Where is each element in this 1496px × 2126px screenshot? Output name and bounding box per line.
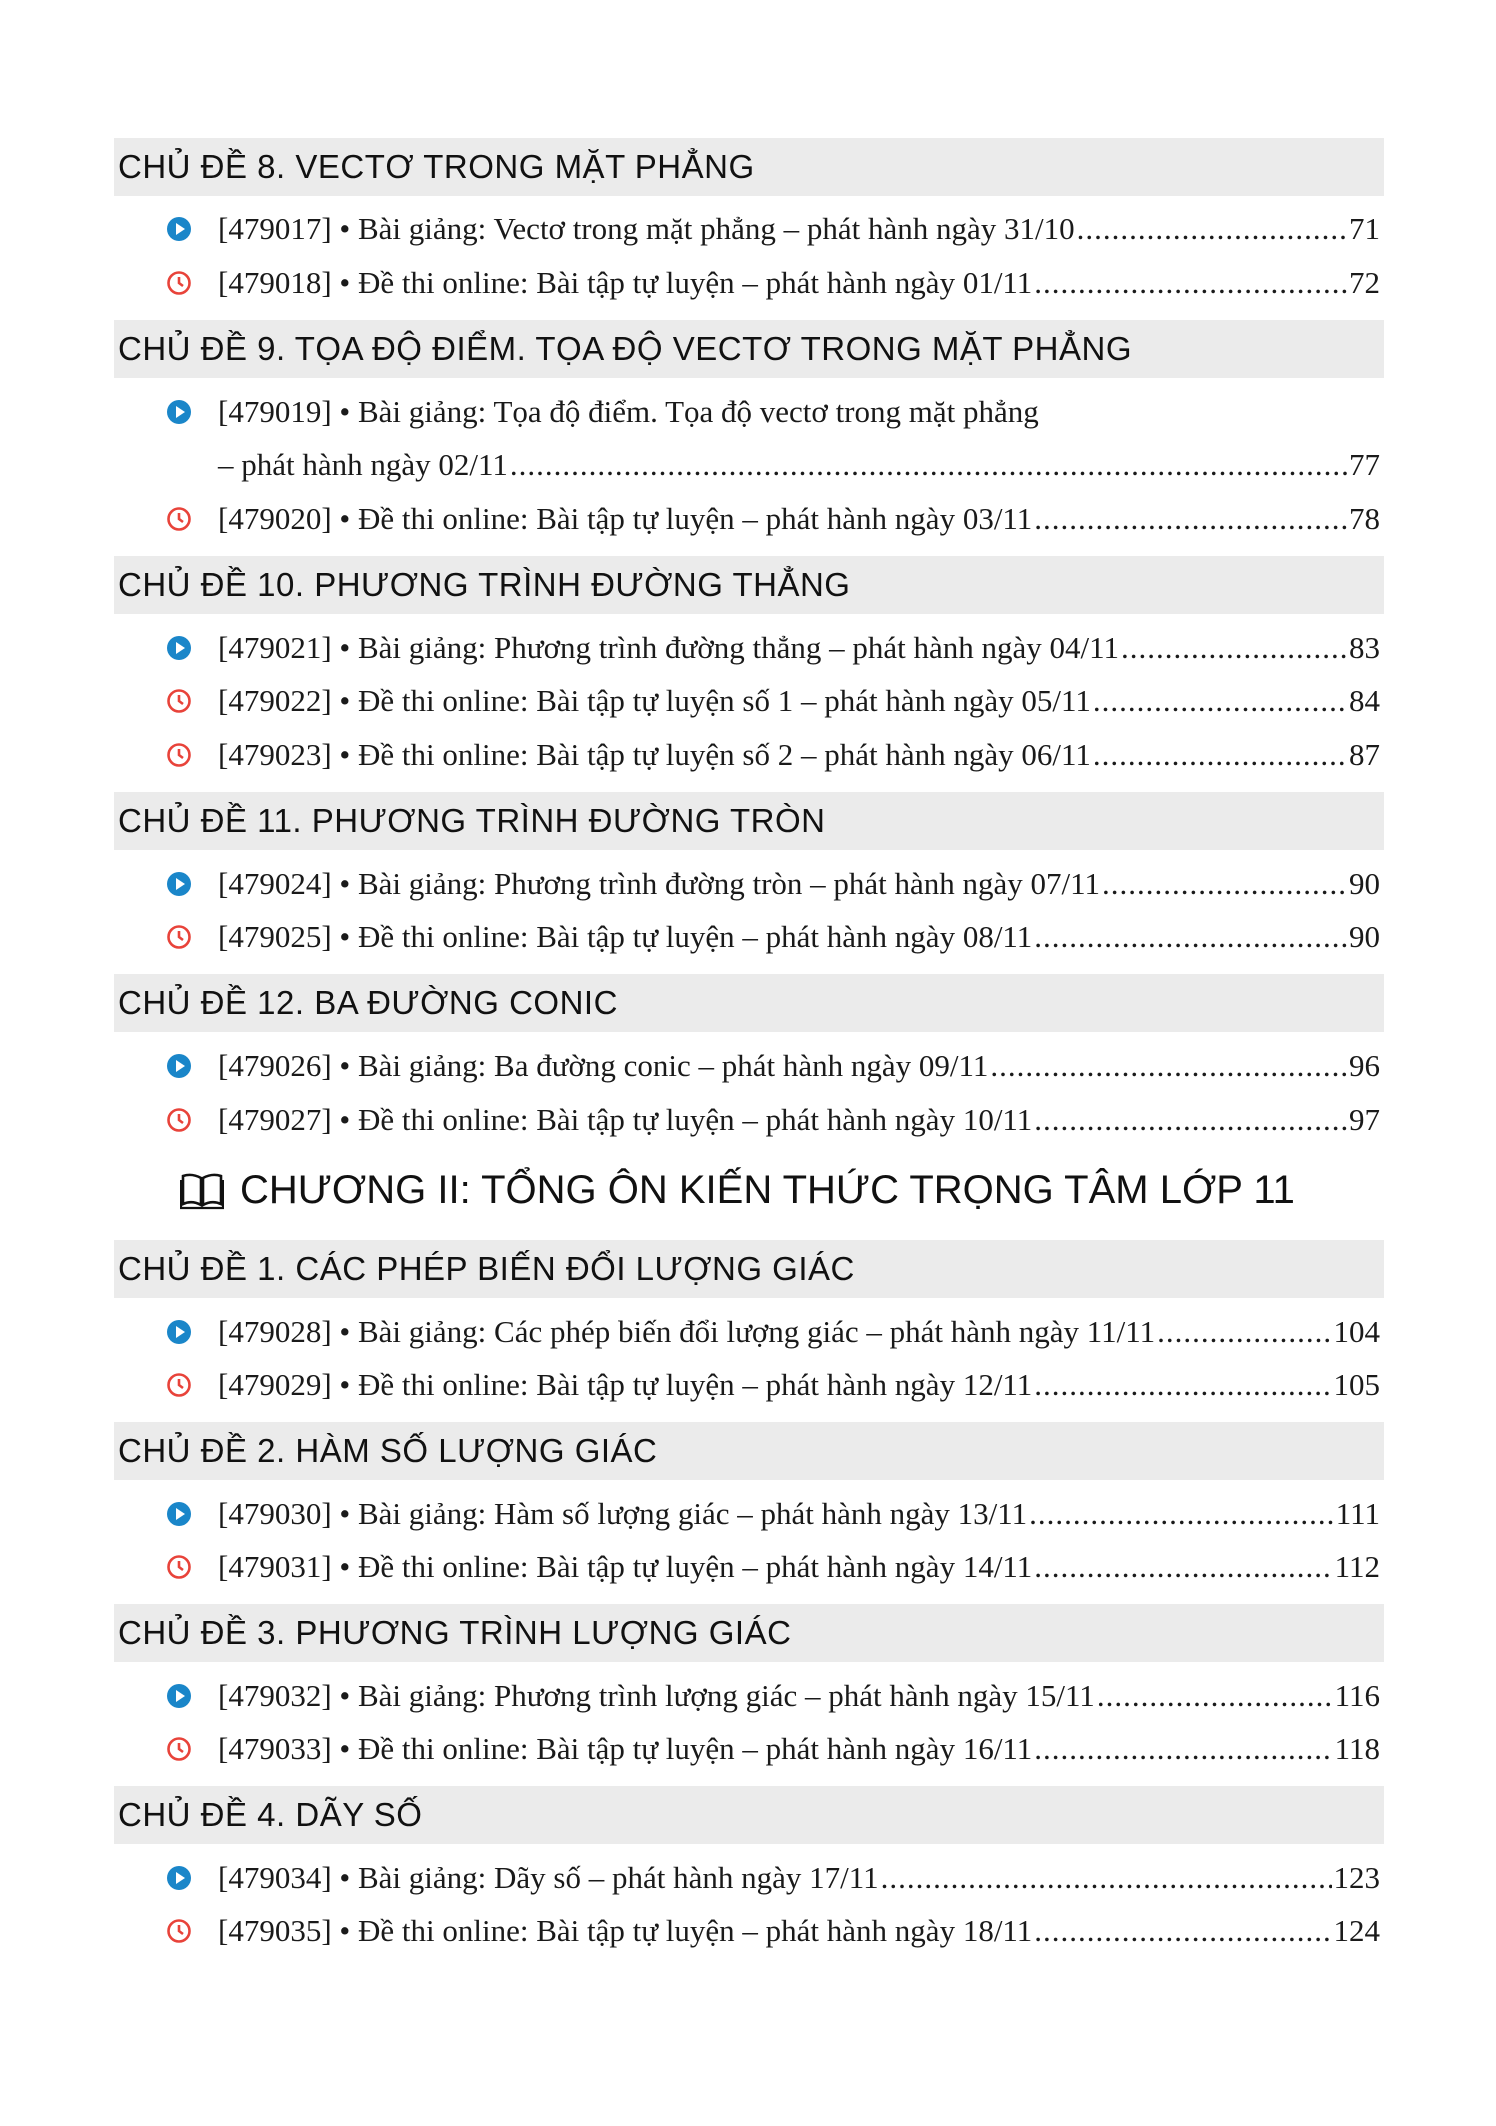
toc-entry[interactable] [162,1097,1380,1143]
topic-heading: CHỦ ĐỀ 10. PHƯƠNG TRÌNH ĐƯỜNG THẲNG [114,556,1384,614]
entry-text: [479025] • Đề thi online: Bài tập tự luyện – phát hành ngày 08/11 [218,919,1033,954]
clock-icon [166,506,192,532]
play-icon [166,1053,192,1079]
entry-text: [479020] • Đề thi online: Bài tập tự luyện – phát hành ngày 03/11 [218,501,1033,536]
clock-icon [166,1918,192,1944]
play-icon [166,1319,192,1345]
leader-dots [1034,496,1347,542]
leader-dots [1034,1097,1347,1143]
page-number: 71 [1349,211,1380,246]
clock-icon [166,1372,192,1398]
entry-text: [479034] • Bài giảng: Dãy số – phát hành ngày 17/11 [218,1860,879,1895]
toc-entry[interactable] [162,1043,1380,1089]
leader-dots [1034,1362,1331,1408]
book-icon [180,1170,224,1210]
entry-text: [479022] • Đề thi online: Bài tập tự luyện số 1 – phát hành ngày 05/11 [218,683,1091,718]
page-number: 90 [1349,919,1380,954]
page-number: 90 [1349,866,1380,901]
chapter-title: CHƯƠNG II: TỔNG ÔN KIẾN THỨC TRỌNG TÂM LỚP 11 [240,1168,1295,1212]
leader-dots [1093,732,1347,778]
page-number: 105 [1333,1367,1380,1402]
page-number: 124 [1333,1913,1380,1948]
entry-text: [479033] • Đề thi online: Bài tập tự luyện – phát hành ngày 16/11 [218,1731,1033,1766]
play-icon [166,216,192,242]
toc-entry[interactable] [162,861,1380,907]
entry-text: [479028] • Bài giảng: Các phép biến đổi lượng giác – phát hành ngày 11/11 [218,1314,1156,1349]
toc-entry[interactable] [162,1362,1380,1408]
topic-heading: CHỦ ĐỀ 8. VECTƠ TRONG MẶT PHẲNG [114,138,1384,196]
leader-dots [1157,1309,1331,1355]
clock-icon [166,1736,192,1762]
leader-dots [881,1855,1332,1901]
play-icon [166,1865,192,1891]
toc-entry[interactable] [162,1855,1380,1901]
toc-entry[interactable] [162,625,1380,671]
page-number: 104 [1333,1314,1380,1349]
page-number: 116 [1334,1678,1380,1713]
page-number: 112 [1334,1549,1380,1584]
entry-text: [479019] • Bài giảng: Tọa độ điểm. Tọa độ vectơ trong mặt phẳng [218,394,1039,429]
page-number: 96 [1349,1048,1380,1083]
toc-entry[interactable] [162,732,1380,778]
page-number: 123 [1333,1860,1380,1895]
clock-icon [166,742,192,768]
leader-dots [1034,1544,1332,1590]
page-number: 84 [1349,683,1380,718]
page-number: 87 [1349,737,1380,772]
page-number: 118 [1334,1731,1380,1766]
topic-heading: CHỦ ĐỀ 2. HÀM SỐ LƯỢNG GIÁC [114,1422,1384,1480]
entry-text: – phát hành ngày 02/11 [218,447,508,482]
leader-dots [1097,1673,1333,1719]
entry-text: [479031] • Đề thi online: Bài tập tự luyện – phát hành ngày 14/11 [218,1549,1033,1584]
clock-icon [166,1107,192,1133]
entry-text: [479030] • Bài giảng: Hàm số lượng giác – phát hành ngày 13/11 [218,1496,1028,1531]
leader-dots [1034,1726,1332,1772]
toc-entry-continuation[interactable] [162,442,1380,488]
leader-dots [1102,861,1347,907]
toc-entry[interactable] [162,914,1380,960]
clock-icon [166,924,192,950]
topic-heading: CHỦ ĐỀ 9. TỌA ĐỘ ĐIỂM. TỌA ĐỘ VECTƠ TRONG MẶT PHẲNG [114,320,1384,378]
entry-text: [479029] • Đề thi online: Bài tập tự luyện – phát hành ngày 12/11 [218,1367,1033,1402]
entry-text: [479017] • Bài giảng: Vectơ trong mặt phẳng – phát hành ngày 31/10 [218,211,1075,246]
toc-entry[interactable] [162,1309,1380,1355]
topic-heading: CHỦ ĐỀ 11. PHƯƠNG TRÌNH ĐƯỜNG TRÒN [114,792,1384,850]
play-icon [166,635,192,661]
topic-heading: CHỦ ĐỀ 4. DÃY SỐ [114,1786,1384,1844]
page-number: 111 [1335,1496,1380,1531]
page-number: 97 [1349,1102,1380,1137]
leader-dots [1029,1491,1334,1537]
page-number: 72 [1349,265,1380,300]
toc-entry[interactable] [162,260,1380,306]
leader-dots [1093,678,1347,724]
entry-text: [479018] • Đề thi online: Bài tập tự luyện – phát hành ngày 01/11 [218,265,1033,300]
clock-icon [166,1554,192,1580]
page-number: 77 [1349,447,1380,482]
toc-entry[interactable] [162,206,1380,252]
play-icon [166,399,192,425]
leader-dots [1034,260,1347,306]
toc-entry[interactable] [162,1908,1380,1954]
clock-icon [166,688,192,714]
clock-icon [166,270,192,296]
entry-text: [479024] • Bài giảng: Phương trình đường tròn – phát hành ngày 07/11 [218,866,1101,901]
leader-dots [1121,625,1347,671]
topic-heading: CHỦ ĐỀ 12. BA ĐƯỜNG CONIC [114,974,1384,1032]
page-number: 83 [1349,630,1380,665]
toc-entry[interactable] [162,1544,1380,1590]
toc-entry[interactable] [162,1491,1380,1537]
toc-entry[interactable] [162,678,1380,724]
toc-entry[interactable] [162,1673,1380,1719]
toc-entry[interactable] [162,389,1380,435]
toc-entry[interactable] [162,496,1380,542]
leader-dots [1034,914,1347,960]
chapter-heading [180,1160,1330,1220]
toc-entry[interactable] [162,1726,1380,1772]
play-icon [166,871,192,897]
page-number: 78 [1349,501,1380,536]
entry-text: [479026] • Bài giảng: Ba đường conic – phát hành ngày 09/11 [218,1048,989,1083]
entry-text: [479032] • Bài giảng: Phương trình lượng giác – phát hành ngày 15/11 [218,1678,1095,1713]
topic-heading: CHỦ ĐỀ 1. CÁC PHÉP BIẾN ĐỔI LƯỢNG GIÁC [114,1240,1384,1298]
play-icon [166,1683,192,1709]
entry-text: [479023] • Đề thi online: Bài tập tự luyện số 2 – phát hành ngày 06/11 [218,737,1091,772]
leader-dots [1077,206,1347,252]
play-icon [166,1501,192,1527]
leader-dots [1034,1908,1331,1954]
leader-dots [510,442,1347,488]
entry-text: [479035] • Đề thi online: Bài tập tự luyện – phát hành ngày 18/11 [218,1913,1033,1948]
topic-heading: CHỦ ĐỀ 3. PHƯƠNG TRÌNH LƯỢNG GIÁC [114,1604,1384,1662]
entry-text: [479027] • Đề thi online: Bài tập tự luyện – phát hành ngày 10/11 [218,1102,1033,1137]
leader-dots [990,1043,1347,1089]
entry-text: [479021] • Bài giảng: Phương trình đường thẳng – phát hành ngày 04/11 [218,630,1119,665]
